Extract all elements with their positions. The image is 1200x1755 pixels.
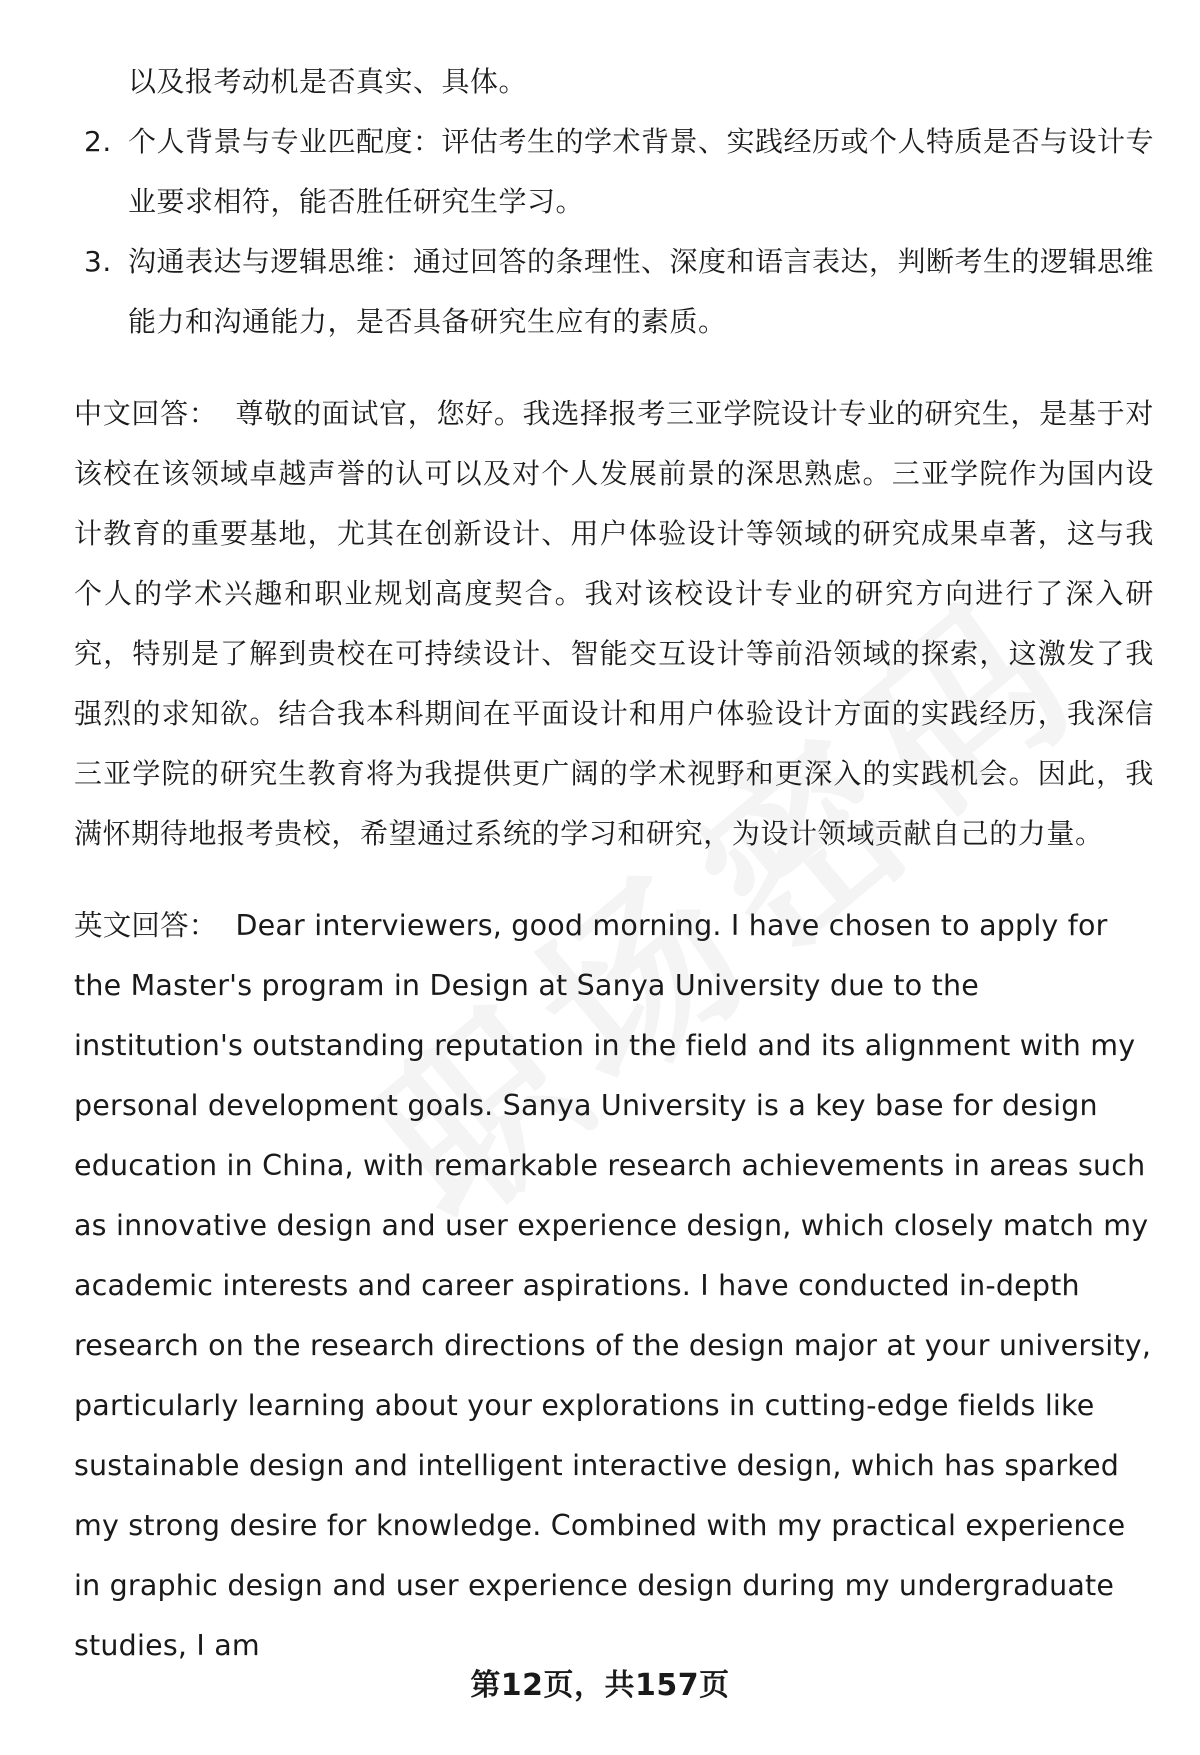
chinese-answer [74, 384, 1154, 864]
list-item [74, 112, 1154, 232]
english-answer-label: 英文回答： [74, 909, 218, 942]
list-item-number: 2. [84, 125, 112, 158]
criteria-list [74, 112, 1154, 352]
document-content [74, 52, 1154, 1676]
list-item-text: 沟通表达与逻辑思维：通过回答的条理性、深度和语言表达，判断考生的逻辑思维能力和沟通能力，是否具备研究生应有的素质。 [128, 245, 1155, 338]
chinese-answer-text: 尊敬的面试官，您好。我选择报考三亚学院设计专业的研究生，是基于对该校在该领域卓越声誉的认可以及对个人发展前景的深思熟虑。三亚学院作为国内设计教育的重要基地，尤其在创新设计、用户体验设计等领域的研究成果卓著，这与我个人的学术兴趣和职业规划高度契合。我对该校设计专业的研究方向进行了深入研究，特别是了解到贵校在可持续设计、智能交互设计等前沿领域的探索，这激发了我强烈的求知欲。结合我本科期间在平面设计和用户体验设计方面的实践经历，我深信三亚学院的研究生教育将为我提供更广阔的学术视野和更深入的实践机会。因此，我满怀期待地报考贵校，希望通过系统的学习和研究，为设计领域贡献自己的力量。 [74, 397, 1154, 850]
chinese-answer-label: 中文回答： [74, 397, 218, 430]
list-item [74, 232, 1154, 352]
english-answer [74, 896, 1154, 1676]
page-number: 第12页，共157页 [470, 1668, 730, 1703]
continuation-text: 以及报考动机是否真实、具体。 [128, 65, 528, 98]
list-item-text: 个人背景与专业匹配度：评估考生的学术背景、实践经历或个人特质是否与设计专业要求相符，能否胜任研究生学习。 [128, 125, 1155, 218]
list-item-number: 3. [84, 245, 112, 278]
english-answer-text: Dear interviewers, good morning. I have chosen to apply for the Master's program in Design at Sanya University due to the institution's outstanding reputation in the field and its alignment with my personal development goals. Sanya University is a key base for design education in China, with remarkable research achievements in areas such as innovative design and user experience design, which closely match my academic interests and career aspirations. I have conducted in-depth research on the research directions of the design major at your university, particularly learning about your explorations in cutting-edge fields like sustainable design and intelligent interactive design, which has sparked my strong desire for knowledge. Combined with my practical experience in graphic design and user experience design during my undergraduate studies, I am [74, 909, 1152, 1662]
